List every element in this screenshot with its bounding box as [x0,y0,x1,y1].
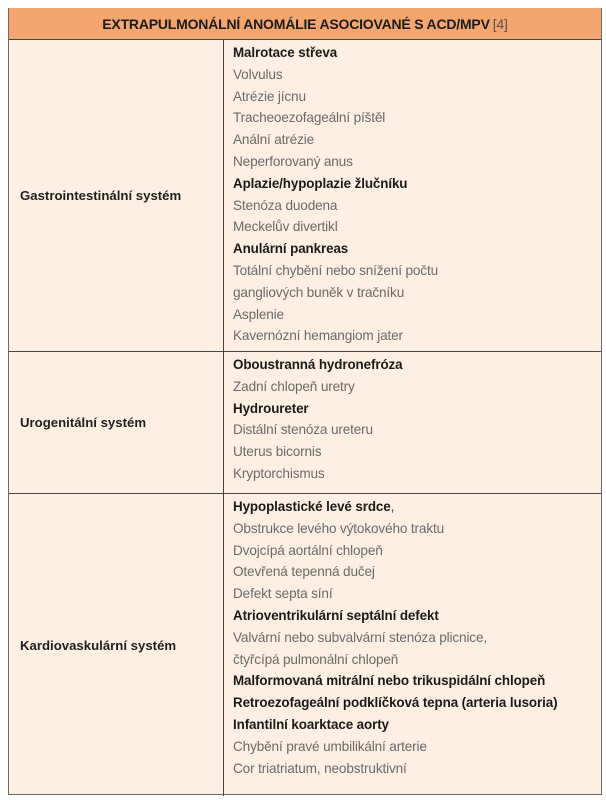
system-label: Gastrointestinální systém [9,40,224,351]
anomaly-text: Aplazie/hypoplazie žlučníku [233,175,408,191]
anomaly-text: Zadní chlopeň uretry [233,378,355,394]
anomaly-item [233,441,601,463]
anomaly-item [233,195,601,217]
anomaly-item [233,238,601,260]
anomaly-item [233,518,601,540]
anomaly-text: Tracheoezofageální píštěl [233,110,386,126]
anomaly-text: Hydroureter [233,400,309,416]
anomaly-list [224,352,601,493]
anomaly-text: Atrioventrikulární septální defekt [233,607,439,623]
anomaly-item [233,736,601,758]
anomaly-item [233,561,601,583]
anomaly-item [233,107,601,129]
anomaly-text: Retroezofageální podklíčková tepna (arteria lusoria) [233,695,558,711]
anomaly-text: Atrézie jícnu [233,88,306,104]
anomaly-text: Defekt septa síní [233,586,333,602]
anomaly-text: Anální atrézie [233,132,315,148]
anomaly-item [233,216,601,238]
anomaly-item [233,260,601,282]
section-gastrointestinal [9,40,601,352]
anomaly-text: Asplenie [233,306,284,322]
anomaly-text: Uterus bicornis [233,444,322,460]
anomaly-item [233,86,601,108]
anomaly-text: Malformovaná mitrální nebo trikuspidální chlopeň [233,673,546,689]
section-urogenital [9,352,601,494]
table-reference: [4] [492,15,508,32]
anomaly-text: Stenóza duodena [233,197,338,213]
anomaly-text: Hypoplastické levé srdce [233,499,391,514]
anomaly-list [224,494,601,796]
anomaly-item [233,496,601,518]
anomaly-text: Cor triatriatum, neobstruktivní [233,760,407,776]
anomaly-item [233,376,601,398]
anomaly-text: Malrotace střeva [233,45,338,60]
anomaly-text: Obstrukce levého výtokového traktu [233,520,444,536]
anomaly-text: Infantilní koarktace aorty [233,716,389,732]
anomaly-item [233,649,601,671]
anomalies-table [8,8,602,795]
anomaly-item [233,354,601,376]
anomaly-text: Valvární nebo subvalvární stenóza plicnice, [233,629,487,645]
anomaly-item [233,325,601,347]
anomaly-item [233,605,601,627]
anomaly-item [233,758,601,780]
anomaly-text: Totální chybění nebo snížení počtu [233,262,438,278]
anomaly-text: Dvojcípá aortální chlopeň [233,542,383,558]
anomaly-item [233,419,601,441]
anomaly-item [233,692,601,714]
anomaly-text: Chybění pravé umbilikální arterie [233,738,427,754]
anomaly-text: Neperforovaný anus [233,153,353,169]
table-header [9,8,601,40]
system-label: Kardiovaskulární systém [9,494,224,796]
anomaly-item [233,282,601,304]
system-label: Urogenitální systém [9,352,224,493]
anomaly-list [224,40,601,351]
anomaly-item [233,714,601,736]
table-title: EXTRAPULMONÁLNÍ ANOMÁLIE ASOCIOVANÉ S ACD/MPV [102,15,490,32]
anomaly-text: Otevřená tepenná dučej [233,564,375,580]
anomaly-item [233,540,601,562]
anomaly-item [233,64,601,86]
section-cardiovascular [9,494,601,796]
anomaly-item [233,463,601,485]
anomaly-text: Volvulus [233,66,283,82]
anomaly-text: Oboustranná hydronefróza [233,357,403,372]
anomaly-text: Kryptorchismus [233,465,325,481]
anomaly-suffix: , [390,499,395,514]
anomaly-item [233,304,601,326]
anomaly-item [233,173,601,195]
anomaly-item [233,670,601,692]
anomaly-item [233,42,601,64]
anomaly-text: Kavernózní hemangiom jater [233,328,403,344]
anomaly-item [233,627,601,649]
anomaly-item [233,398,601,420]
anomaly-text: Distální stenóza ureteru [233,422,373,438]
anomaly-text: gangliových buněk v tračníku [233,284,405,300]
anomaly-item [233,151,601,173]
anomaly-text: Meckelův divertikl [233,219,338,235]
anomaly-item [233,129,601,151]
anomaly-item [233,583,601,605]
anomaly-text: Anulární pankreas [233,241,349,257]
anomaly-text: čtyřcípá pulmonální chlopeň [233,651,399,667]
